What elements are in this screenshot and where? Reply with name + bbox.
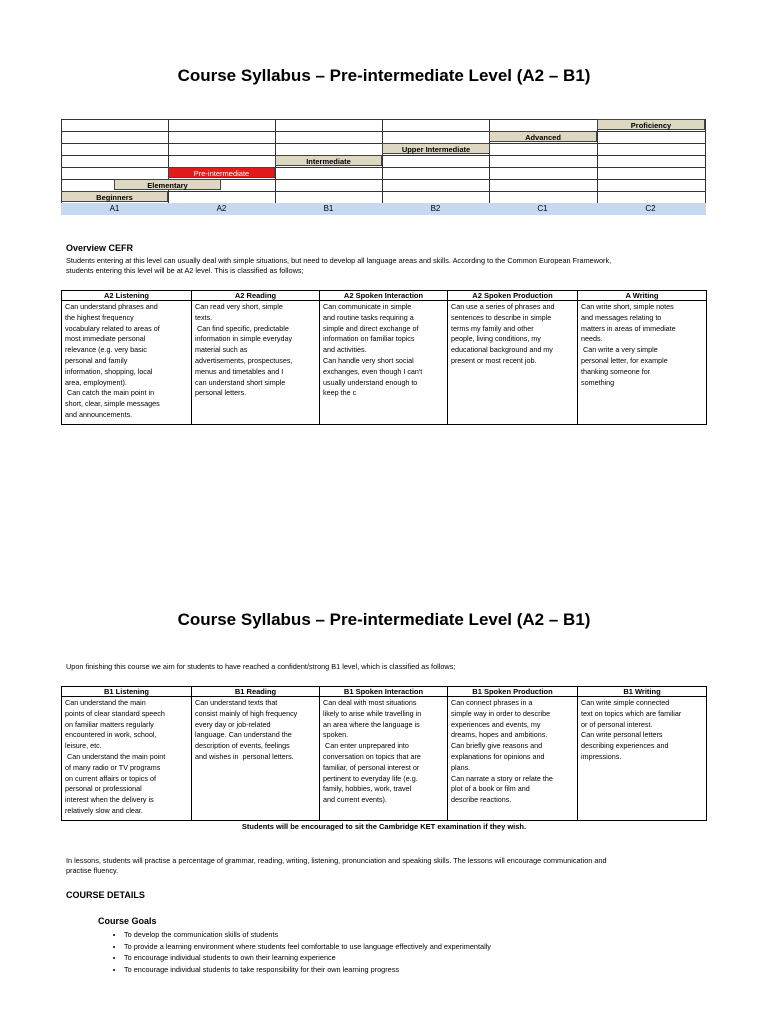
cell-text-line: consist mainly of high frequency: [195, 708, 298, 718]
level-bar-intermediate: Intermediate: [275, 155, 382, 166]
cell-text-line: Can understand phrases and: [65, 302, 158, 311]
list-item: • To encourage individual students to take responsibility for their own learning progress: [124, 964, 491, 976]
cell-text-line: present or most recent job.: [451, 355, 537, 365]
cell-text-line: terms my family and other: [451, 323, 534, 333]
cell-text-line: describing experiences and: [581, 741, 669, 751]
cell-text-line: and wishes in personal letters.: [195, 751, 294, 761]
cell-text-line: simple and direct exchange of: [323, 323, 419, 333]
cell-text-line: every day or job-related: [195, 719, 271, 729]
cell-text-line: pertinent to everyday life (e.g.: [323, 773, 418, 783]
cell-text-line: Can find specific, predictable: [195, 323, 289, 333]
cell-text-line: can understand short simple: [195, 377, 286, 387]
cell-text-line: area, employment).: [65, 377, 127, 387]
text-line: practise fluency.: [66, 866, 119, 875]
cell-text-line: likely to arise while travelling in: [323, 708, 422, 718]
cell-text-line: describe reactions.: [451, 795, 512, 805]
cell-text-line: people, living conditions, my: [451, 334, 541, 344]
cell-text-line: most immediate personal: [65, 334, 146, 344]
cell-text-line: Can enter unprepared into: [323, 741, 409, 751]
b1-descriptor-table: [61, 686, 707, 821]
level-bar-upper-intermediate: Upper Intermediate: [382, 143, 490, 154]
table-header-row: [62, 687, 707, 697]
page-title: Course Syllabus – Pre-intermediate Level (A2 – B1): [177, 610, 591, 629]
cell-text-line: and current events).: [323, 795, 387, 805]
column-header: B1 Writing: [578, 687, 707, 697]
cell-text-line: personal and family: [65, 355, 128, 365]
cell-text-line: Can write a very simple: [581, 345, 658, 355]
grid-line: [61, 167, 706, 168]
table-cell: [192, 697, 320, 821]
table-cell: [448, 301, 578, 425]
column-header: B1 Reading: [192, 687, 320, 697]
table-cell: [62, 301, 192, 425]
cell-text-line: vocabulary related to areas of: [65, 323, 160, 333]
cell-text-line: Can understand texts that: [195, 698, 278, 707]
cell-text-line: encountered in work, school,: [65, 730, 157, 740]
list-item: • To provide a learning environment where students feel comfortable to use language effectively and experimentally: [124, 941, 491, 953]
cell-text-line: Can connect phrases in a: [451, 698, 533, 707]
cell-text-line: needs.: [581, 334, 603, 344]
cell-text-line: Can write simple connected: [581, 698, 670, 707]
table-cell: [62, 697, 192, 821]
text-line: In lessons, students will practise a percentage of grammar, reading, writing, listening, pronunciation and speaking skills. The lessons will encourage communication and: [66, 856, 607, 865]
lessons-paragraph: [66, 856, 706, 876]
level-chart: [61, 119, 706, 215]
level-bar-proficiency: Proficiency: [597, 119, 705, 130]
intro-paragraph: Upon finishing this course we aim for students to have reached a confident/strong B1 level, which is classified as follows;: [66, 662, 456, 671]
cell-text-line: family, hobbies, work, travel: [323, 784, 412, 794]
cefr-label-b1: B1: [323, 204, 334, 213]
list-item: • To encourage individual students to own their learning experience: [124, 952, 491, 964]
cell-text-line: personal or professional: [65, 784, 142, 794]
level-bar-beginners: Beginners: [61, 191, 168, 202]
cell-text-line: description of events, feelings: [195, 741, 290, 751]
cell-text-line: Can narrate a story or relate the: [451, 773, 553, 783]
cell-text-line: usually understand enough to: [323, 377, 418, 387]
table-header-row: [62, 291, 707, 301]
grid-line: [382, 119, 383, 215]
cell-text-line: language. Can understand the: [195, 730, 292, 740]
cell-text-line: of many radio or TV programs: [65, 762, 161, 772]
cell-text-line: menus and timetables and I: [195, 366, 284, 376]
cell-text-line: familiar, of personal interest or: [323, 762, 420, 772]
cell-text-line: material such as: [195, 345, 248, 355]
cefr-label-c2: C2: [645, 204, 656, 213]
cell-text-line: leisure, etc.: [65, 741, 102, 751]
cell-text-line: the highest frequency: [65, 312, 134, 322]
column-header: A Writing: [578, 291, 707, 301]
a2-descriptor-table: [61, 290, 707, 425]
column-header: A2 Spoken Interaction: [320, 291, 448, 301]
cell-text-line: Can catch the main point in: [65, 388, 155, 398]
cell-text-line: simple way in order to describe: [451, 708, 551, 718]
cell-text-line: text on topics which are familiar: [581, 708, 682, 718]
cell-text-line: texts.: [195, 312, 213, 322]
cell-text-line: Can write short, simple notes: [581, 302, 674, 311]
table-cell: [578, 301, 707, 425]
table-cell: [448, 697, 578, 821]
cell-text-line: advertisements, prospectuses,: [195, 355, 293, 365]
table-cell: [320, 301, 448, 425]
cefr-label-b2: B2: [430, 204, 441, 213]
cell-text-line: Can communicate in simple: [323, 302, 412, 311]
grid-line: [61, 131, 706, 132]
grid-line: [275, 119, 276, 215]
cell-text-line: spoken.: [323, 730, 349, 740]
cell-text-line: information in simple everyday: [195, 334, 293, 344]
column-header: A2 Listening: [62, 291, 192, 301]
cell-text-line: or of personal interest.: [581, 719, 653, 729]
cell-text-line: and messages relating to: [581, 312, 662, 322]
table-cell: [192, 301, 320, 425]
grid-line: [597, 119, 598, 215]
cell-text-line: personal letters.: [195, 388, 247, 398]
cell-text-line: Can understand the main point: [65, 751, 166, 761]
course-goals-list: [106, 929, 491, 975]
cell-text-line: experiences and events, my: [451, 719, 541, 729]
cell-text-line: conversation on topics that are: [323, 751, 421, 761]
text-line: students entering this level will be at A2 level. This is classified as follows;: [66, 266, 304, 275]
cell-text-line: and announcements.: [65, 409, 133, 419]
grid-line: [61, 155, 706, 156]
ket-note: Students will be encouraged to sit the Cambridge KET examination if they wish.: [241, 822, 527, 831]
level-bar-pre-intermediate: Pre-intermediate: [168, 167, 275, 178]
cell-text-line: thanking someone for: [581, 366, 651, 376]
cell-text-line: plot of a book or film and: [451, 784, 530, 794]
cell-text-line: Can handle very short social: [323, 355, 414, 365]
table-cell: [320, 697, 448, 821]
table-cell: [578, 697, 707, 821]
overview-paragraph: [66, 256, 706, 276]
cell-text-line: exchanges, even though I can't: [323, 366, 423, 376]
column-header: A2 Reading: [192, 291, 320, 301]
cell-text-line: Can use a series of phrases and: [451, 302, 555, 311]
cell-text-line: impressions.: [581, 751, 622, 761]
course-details-heading: COURSE DETAILS: [66, 890, 145, 900]
cefr-label-a1: A1: [109, 204, 120, 213]
cell-text-line: personal letter, for example: [581, 355, 668, 365]
cell-text-line: an area where the language is: [323, 719, 420, 729]
cell-text-line: Can write personal letters: [581, 730, 663, 740]
cell-text-line: interest when the delivery is: [65, 795, 154, 805]
table-row: [62, 697, 707, 821]
column-header: B1 Listening: [62, 687, 192, 697]
column-header: B1 Spoken Production: [448, 687, 578, 697]
cell-text-line: keep the c: [323, 388, 357, 398]
cell-text-line: matters in areas of immediate: [581, 323, 676, 333]
cell-text-line: sentences to describe in simple: [451, 312, 552, 322]
cell-text-line: educational background and my: [451, 345, 553, 355]
overview-heading: Overview CEFR: [66, 243, 134, 253]
cell-text-line: explanations for opinions and: [451, 751, 545, 761]
level-bar-advanced: Advanced: [489, 131, 597, 142]
column-header: B1 Spoken Interaction: [320, 687, 448, 697]
cell-text-line: relatively slow and clear.: [65, 805, 143, 815]
list-item: • To develop the communication skills of students: [124, 929, 491, 941]
level-bar-elementary: Elementary: [114, 179, 221, 190]
table-row: [62, 301, 707, 425]
course-goals-heading: Course Goals: [98, 916, 157, 926]
text-line: Students entering at this level can usually deal with simple situations, but need to develop all language areas and skills. According to the Common European Framework,: [66, 256, 612, 265]
cell-text-line: something: [581, 377, 615, 387]
cell-text-line: on current affairs or topics of: [65, 773, 156, 783]
cell-text-line: Can briefly give reasons and: [451, 741, 543, 751]
cefr-label-a2: A2: [216, 204, 227, 213]
cell-text-line: on familiar matters regularly: [65, 719, 154, 729]
cell-text-line: information, shopping, local: [65, 366, 153, 376]
column-header: A2 Spoken Production: [448, 291, 578, 301]
cell-text-line: short, clear, simple messages: [65, 399, 160, 409]
cell-text-line: Can deal with most situations: [323, 698, 417, 707]
cell-text-line: dreams, hopes and ambitions.: [451, 730, 548, 740]
cell-text-line: and routine tasks requiring a: [323, 312, 414, 322]
page-title: Course Syllabus – Pre-intermediate Level (A2 – B1): [177, 66, 591, 85]
cefr-label-c1: C1: [537, 204, 548, 213]
cell-text-line: plans.: [451, 762, 471, 772]
cell-text-line: information on familiar topics: [323, 334, 415, 344]
cell-text-line: relevance (e.g. very basic: [65, 345, 147, 355]
cell-text-line: Can understand the main: [65, 698, 146, 707]
cell-text-line: and activities.: [323, 345, 367, 355]
cell-text-line: Can read very short, simple: [195, 302, 283, 311]
cell-text-line: points of clear standard speech: [65, 708, 165, 718]
